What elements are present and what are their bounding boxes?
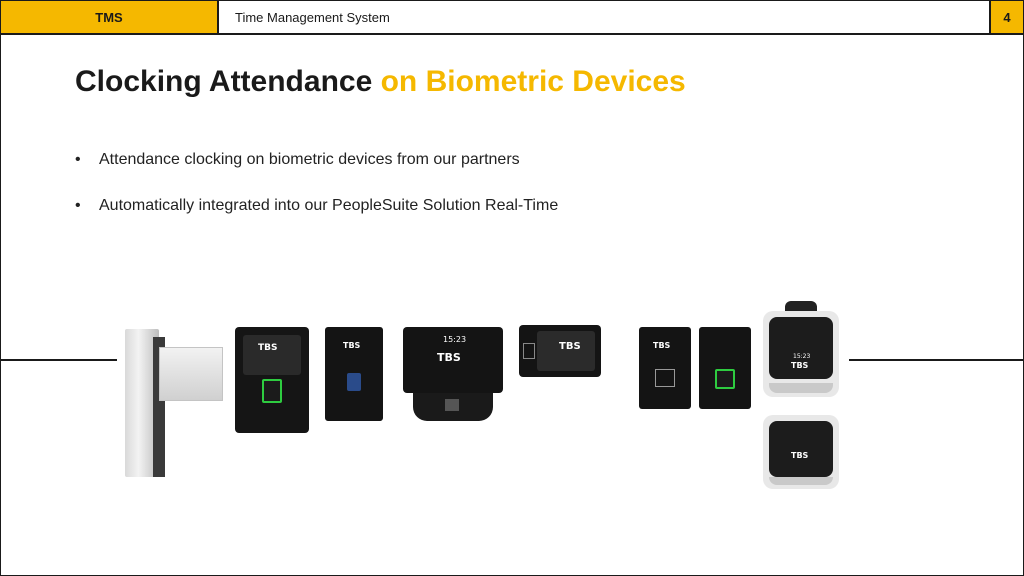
header-subtitle: Time Management System bbox=[235, 9, 390, 25]
brand-label: TBS bbox=[258, 343, 278, 353]
brand-label: TBS bbox=[653, 341, 671, 350]
bullet-text: Automatically integrated into our PeopleSuite Solution Real-Time bbox=[99, 197, 559, 214]
green-sensor-terminal-device bbox=[699, 327, 751, 409]
time-readout: 15:23 bbox=[443, 335, 467, 344]
divider-left bbox=[1, 359, 117, 361]
page-number: 4 bbox=[989, 1, 1023, 33]
fingerprint-sensor-icon bbox=[715, 369, 735, 389]
bullet-text: Attendance clocking on biometric devices from our partners bbox=[99, 151, 520, 168]
title-accent: on Biometric Devices bbox=[380, 65, 686, 98]
top-bar bbox=[1, 1, 1023, 35]
turnstile-pedestal-device bbox=[125, 325, 221, 477]
bullet-dot: • bbox=[75, 197, 81, 214]
title-main: Clocking Attendance bbox=[75, 65, 381, 98]
bullet-item bbox=[75, 151, 558, 169]
fingerprint-terminal-device bbox=[235, 327, 309, 433]
brand-label: TBS bbox=[791, 361, 809, 370]
portrait-terminal-device bbox=[639, 327, 691, 409]
device-gallery bbox=[117, 297, 847, 493]
brand-label: TBS bbox=[437, 351, 461, 364]
brand-label: TBS bbox=[791, 451, 809, 460]
face-recognition-device-bottom bbox=[763, 415, 839, 489]
divider-right bbox=[849, 359, 1023, 361]
bullet-list bbox=[75, 151, 558, 243]
time-readout: 15:23 bbox=[793, 353, 811, 360]
wide-terminal-device bbox=[403, 327, 503, 423]
compact-terminal-device bbox=[325, 327, 383, 421]
page-title bbox=[75, 65, 686, 99]
brand-label: TBS bbox=[559, 341, 581, 352]
bullet-dot: • bbox=[75, 151, 81, 168]
brand-label: TBS bbox=[343, 341, 361, 350]
face-recognition-device-top bbox=[763, 301, 839, 399]
landscape-terminal-device bbox=[519, 325, 601, 377]
fingerprint-sensor-icon bbox=[262, 379, 282, 403]
bullet-item bbox=[75, 197, 558, 215]
section-tag: TMS bbox=[1, 1, 219, 33]
